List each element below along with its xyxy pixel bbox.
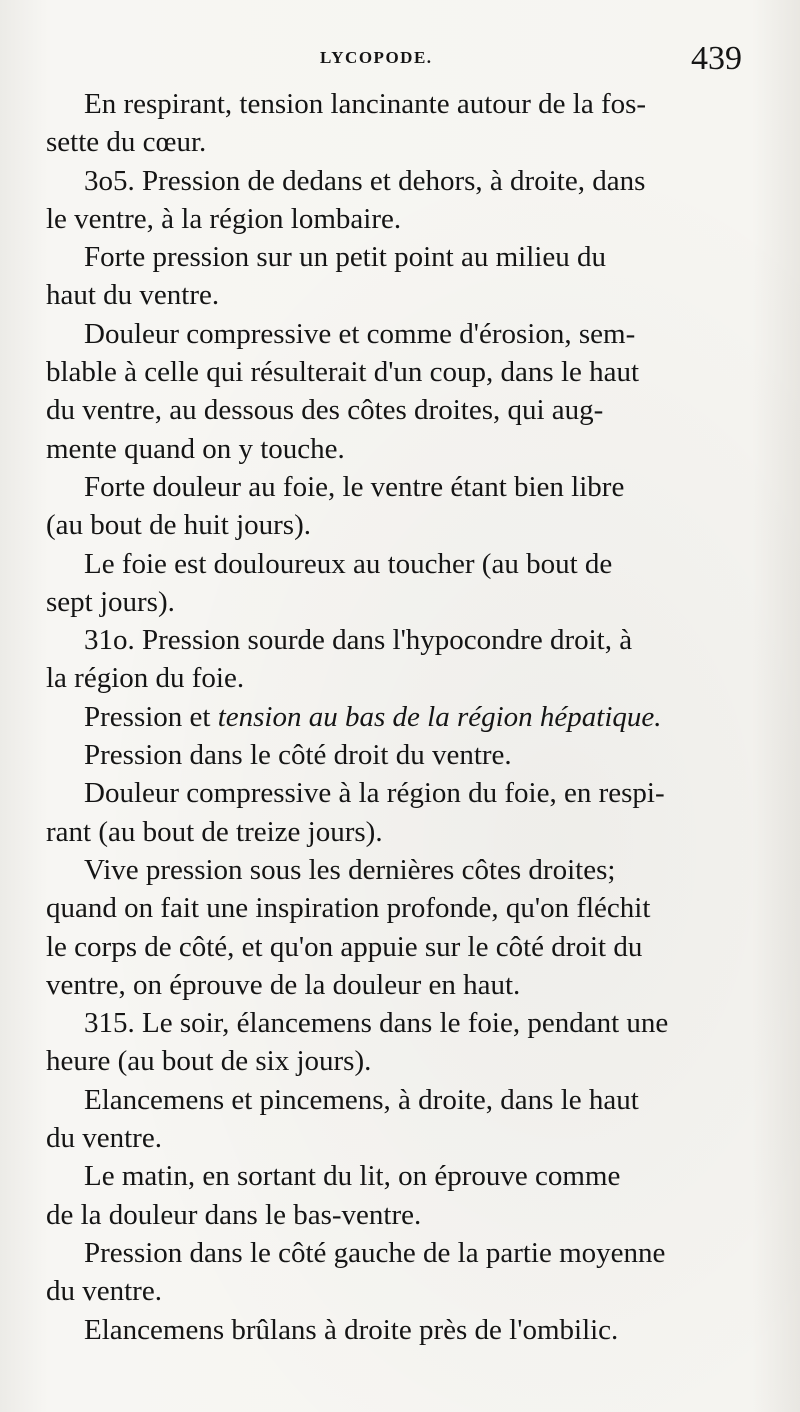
page-header <box>0 42 800 90</box>
paragraph-italic-part: tension au bas de la région hépatique. <box>217 700 662 733</box>
paragraph: En respirant, tension lancinante autour de la fos- sette du cœur. <box>46 88 647 159</box>
paragraph: Elancemens et pincemens, à droite, dans le haut du ventre. <box>46 1083 639 1155</box>
paragraph: Pression dans le côté droit du ventre. <box>84 739 512 772</box>
paragraph: Le matin, en sortant du lit, on éprouve comme de la douleur dans le bas-ventre. <box>46 1160 621 1231</box>
paragraph: Douleur compressive à la région du foie, en respi- rant (au bout de treize jours). <box>46 777 665 848</box>
paragraph: Forte pression sur un petit point au milieu du haut du ventre. <box>46 241 606 312</box>
paragraph: Douleur compressive et comme d'érosion, sem- blable à celle qui résulterait d'un coup, dans le haut du ventre, au dessous des côtes droites, qui aug- mente quand on y touche. <box>46 317 640 465</box>
paragraph: Le foie est douloureux au toucher (au bout de sept jours). <box>46 547 613 618</box>
page-number: 439 <box>691 40 742 77</box>
paragraph: 31o. Pression sourde dans l'hypocondre droit, à la région du foie. <box>46 624 633 695</box>
paragraph: 3o5. Pression de dedans et dehors, à droite, dans le ventre, à la région lombaire. <box>46 164 646 235</box>
running-head: LYCOPODE. <box>320 48 433 67</box>
paragraph <box>46 698 756 736</box>
paragraph: Pression dans le côté gauche de la partie moyenne du ventre. <box>46 1236 666 1308</box>
paragraph: Forte douleur au foie, le ventre étant bien libre (au bout de huit jours). <box>46 470 625 542</box>
paragraph: Vive pression sous les dernières côtes droites; quand on fait une inspiration profonde, qu'on fléchit le corps de côté, et qu'on appuie sur le côté droit du ventre, on éprouve de la douleur en haut. <box>46 853 651 1001</box>
paragraph-roman-part: Pression et <box>84 700 218 733</box>
paragraph: Elancemens brûlans à droite près de l'ombilic. <box>84 1313 619 1346</box>
paragraph: 315. Le soir, élancemens dans le foie, pendant une heure (au bout de six jours). <box>46 1007 669 1078</box>
body-text <box>46 85 756 1349</box>
